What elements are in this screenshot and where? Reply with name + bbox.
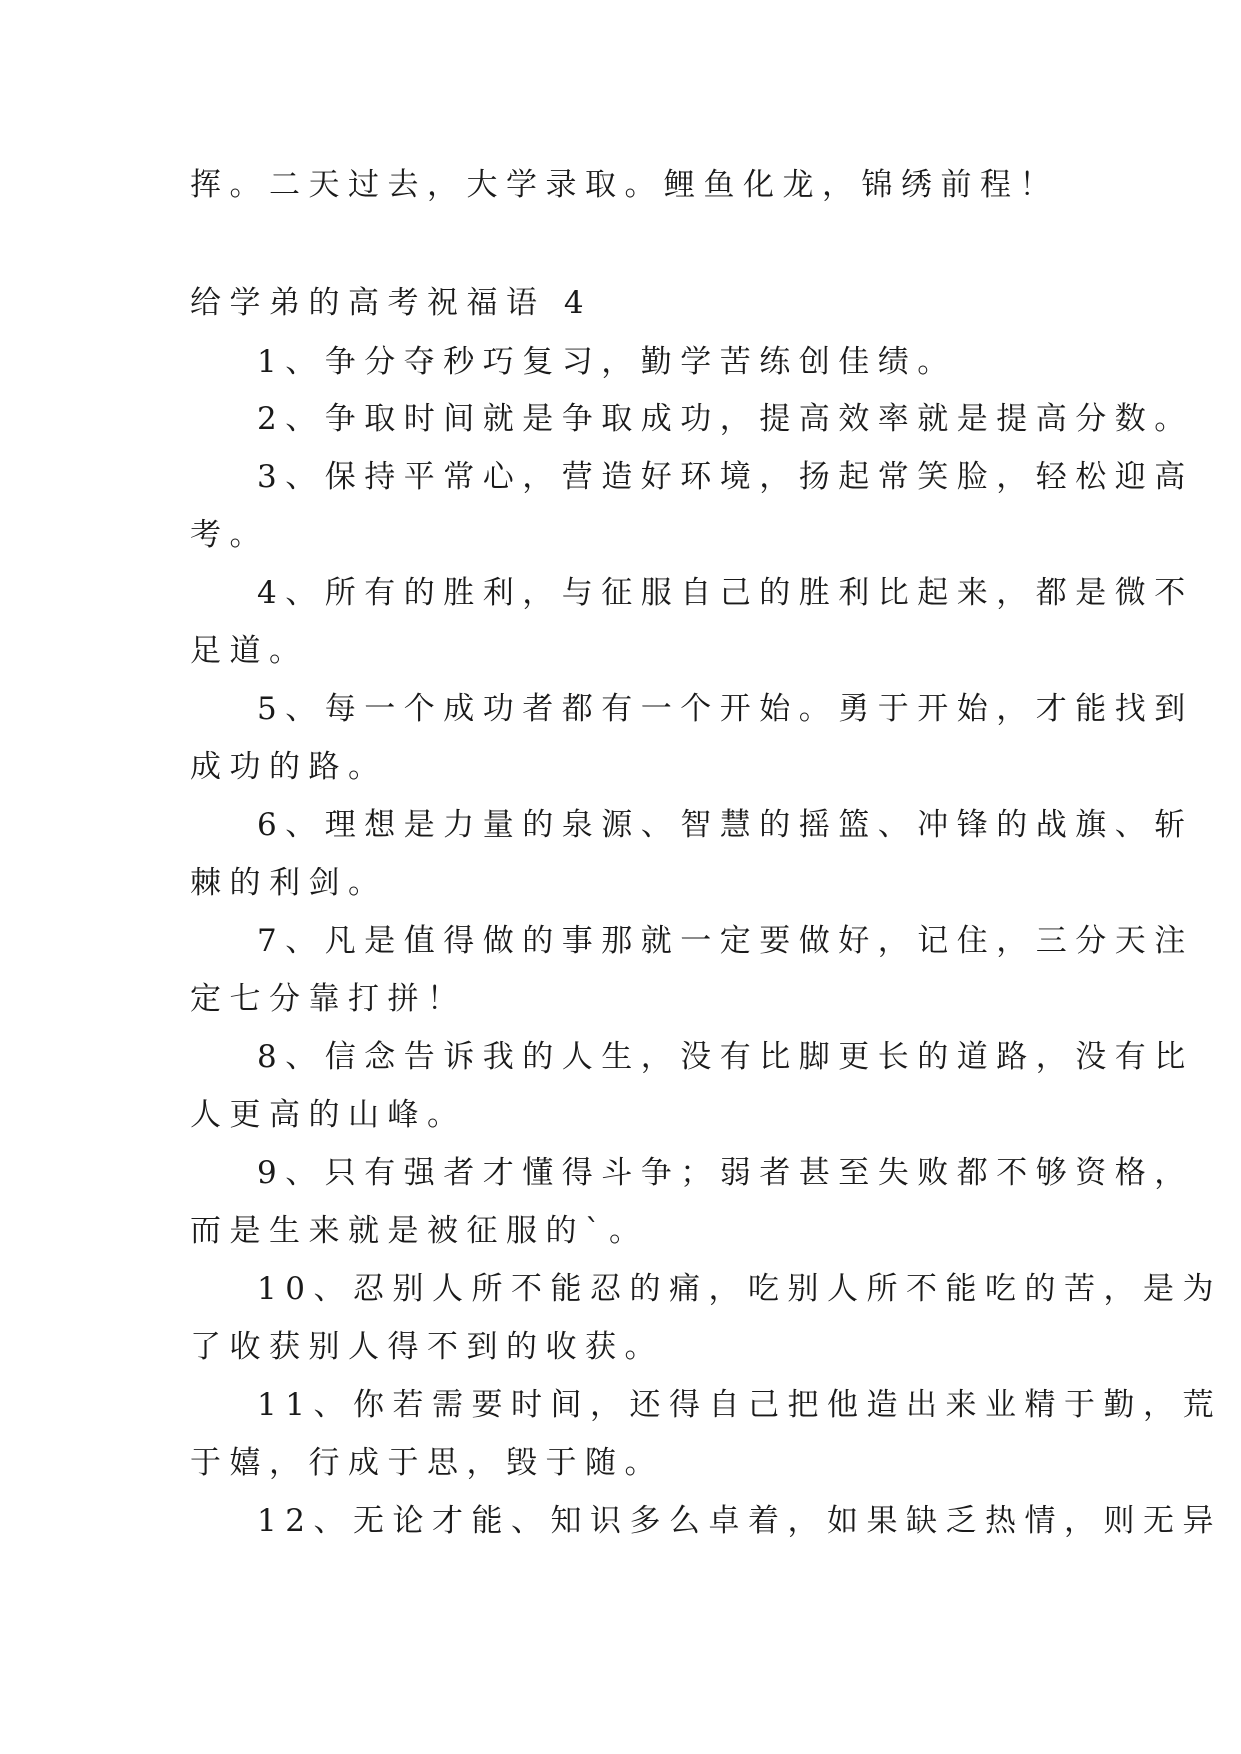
list-item-continuation: 定七分靠打拼！	[190, 981, 467, 1017]
section-heading: 给学弟的高考祝福语 4	[190, 285, 593, 321]
list-item-continuation: 于嬉，行成于思，毁于随。	[190, 1445, 664, 1481]
list-item-continuation: 足道。	[190, 633, 309, 669]
continuation-text: 挥。二天过去，大学录取。鲤鱼化龙，锦绣前程！	[190, 167, 1059, 203]
list-item: 3、保持平常心，营造好环境，扬起常笑脸，轻松迎高	[257, 459, 1194, 495]
list-item-continuation: 人更高的山峰。	[190, 1097, 467, 1133]
list-item: 8、信念告诉我的人生，没有比脚更长的道路，没有比	[257, 1039, 1194, 1075]
list-item-continuation: 成功的路。	[190, 749, 388, 785]
list-item-continuation: 考。	[190, 517, 269, 553]
list-item: 2、争取时间就是争取成功，提高效率就是提高分数。	[257, 401, 1194, 437]
list-item-continuation: 了收获别人得不到的收获。	[190, 1329, 664, 1365]
list-item-continuation: 而是生来就是被征服的`。	[190, 1213, 649, 1249]
list-item: 4、所有的胜利，与征服自己的胜利比起来，都是微不	[257, 575, 1194, 611]
list-item: 7、凡是值得做的事那就一定要做好，记住，三分天注	[257, 923, 1194, 959]
list-item: 10、忍别人所不能忍的痛，吃别人所不能吃的苦，是为	[257, 1271, 1222, 1307]
list-item: 11、你若需要时间，还得自己把他造出来业精于勤，荒	[257, 1387, 1222, 1423]
list-item: 9、只有强者才懂得斗争；弱者甚至失败都不够资格，	[257, 1155, 1194, 1191]
list-item: 12、无论才能、知识多么卓着，如果缺乏热情，则无异	[257, 1503, 1222, 1539]
list-item: 5、每一个成功者都有一个开始。勇于开始，才能找到	[257, 691, 1194, 727]
list-item-continuation: 棘的利剑。	[190, 865, 388, 901]
list-item: 1、争分夺秒巧复习，勤学苦练创佳绩。	[257, 344, 957, 380]
list-item: 6、理想是力量的泉源、智慧的摇篮、冲锋的战旗、斩	[257, 807, 1194, 843]
